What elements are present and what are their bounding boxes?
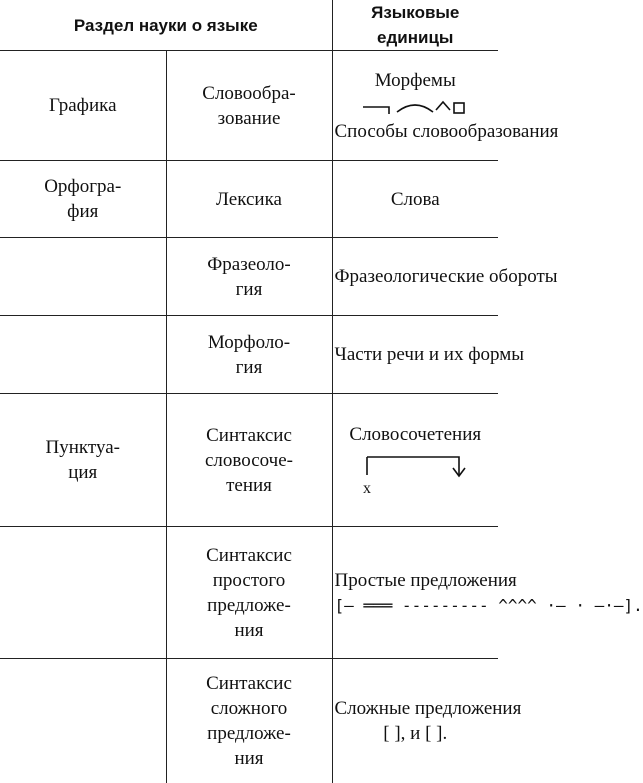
row5-col2-line3: тения bbox=[226, 474, 272, 496]
row4-col2-line2: гия bbox=[235, 356, 263, 378]
table-header-row bbox=[0, 0, 498, 51]
row4-col3 bbox=[332, 316, 525, 394]
phraseological-label: Фразеологические обороты bbox=[334, 266, 558, 287]
row1-col1 bbox=[0, 51, 166, 161]
words-label: Слова bbox=[390, 188, 440, 210]
row2-col1-line1: Орфогра- bbox=[44, 176, 122, 197]
row5-col1-line2: ция bbox=[68, 462, 98, 483]
complex-sentence-scheme: [ ], и [ ]. bbox=[383, 722, 448, 744]
row3-col1 bbox=[0, 238, 166, 316]
row1-col1-line1: Графика bbox=[48, 95, 117, 116]
row7-col3 bbox=[332, 659, 522, 783]
morphemes-label: Морфемы bbox=[374, 69, 456, 91]
row6-col2-line1: Синтаксис bbox=[206, 544, 292, 566]
row3-col2-line1: Фразеоло- bbox=[207, 253, 291, 275]
table-row bbox=[0, 316, 498, 394]
table-row bbox=[0, 659, 498, 783]
row5-col2-line1: Синтаксис bbox=[206, 424, 292, 446]
row7-col2-line4: ния bbox=[234, 747, 264, 769]
row6-col3 bbox=[332, 527, 643, 659]
row6-col1 bbox=[0, 527, 166, 659]
word-formation-methods-label: Способы словообразования bbox=[334, 120, 559, 142]
row7-col2 bbox=[166, 659, 332, 783]
row7-col2-line3: предложе- bbox=[207, 722, 291, 744]
row6-col2-line4: ния bbox=[234, 619, 264, 641]
row7-col2-line1: Синтаксис bbox=[206, 672, 292, 694]
table-row bbox=[0, 527, 498, 659]
row7-col1 bbox=[0, 659, 166, 783]
row2-col1 bbox=[0, 161, 166, 238]
row5-col1 bbox=[0, 394, 166, 527]
row4-col1 bbox=[0, 316, 166, 394]
phrases-label: Словосочетения bbox=[349, 423, 482, 445]
row5-col2 bbox=[166, 394, 332, 527]
table-row bbox=[0, 238, 498, 316]
row2-col3 bbox=[332, 161, 498, 238]
table-row bbox=[0, 161, 498, 238]
row3-col2-line2: гия bbox=[235, 278, 263, 300]
row2-col1-line2: фия bbox=[67, 201, 99, 222]
row6-col2-line3: предложе- bbox=[207, 594, 291, 616]
table-row bbox=[0, 394, 498, 527]
header-section: Раздел науки о языке bbox=[0, 0, 332, 51]
row5-col2-line2: словосоче- bbox=[205, 449, 293, 471]
row1-col2-line1: Словообра- bbox=[202, 82, 296, 104]
row3-col2 bbox=[166, 238, 332, 316]
complex-sentences-label: Сложные предложения bbox=[334, 697, 522, 719]
row7-col2-line2: сложного bbox=[210, 697, 288, 719]
row4-col2-line1: Морфоло- bbox=[207, 331, 291, 353]
phrase-arrow-icon bbox=[355, 449, 475, 497]
row4-col2 bbox=[166, 316, 332, 394]
header-units: Языковые единицы bbox=[332, 0, 498, 51]
simple-sentences-label: Простые предложения bbox=[334, 569, 517, 591]
row5-col1-line1: Пунктуа- bbox=[45, 437, 120, 458]
row1-col2 bbox=[166, 51, 332, 161]
row1-col3 bbox=[332, 51, 559, 161]
row2-col2-line1: Лексика bbox=[216, 188, 282, 210]
row3-col3 bbox=[332, 238, 558, 316]
row2-col2 bbox=[166, 161, 332, 238]
row1-col2-line2: зование bbox=[217, 107, 281, 129]
parts-of-speech-label: Части речи и их формы bbox=[334, 344, 525, 365]
simple-sentence-scheme: [— ═══ --------- ^^^^ ·— · —·—]. bbox=[334, 595, 643, 615]
morpheme-marks-icon bbox=[359, 95, 471, 117]
phrase-main-word-mark: x bbox=[363, 479, 372, 497]
row6-col2-line2: простого bbox=[212, 569, 286, 591]
row6-col2 bbox=[166, 527, 332, 659]
row5-col3 bbox=[332, 394, 498, 527]
table-row bbox=[0, 51, 498, 161]
